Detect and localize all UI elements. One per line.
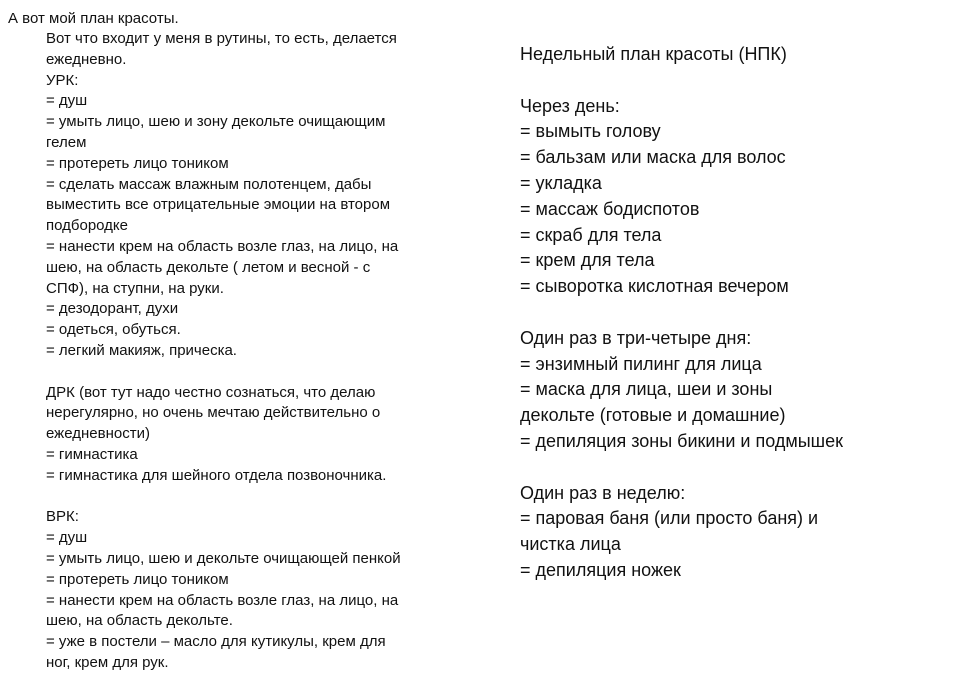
- list-item: выместить все отрицательные эмоции на втором: [46, 196, 391, 214]
- text-line: нерегулярно, но очень мечтаю действительно о: [46, 404, 381, 422]
- weekly-plan-title: Недельный план красоты (НПК): [520, 44, 787, 64]
- text-line: Вот что входит у меня в рутины, то есть, делается: [46, 30, 397, 47]
- list-item: = душ: [46, 529, 88, 547]
- every-other-day-heading: Через день:: [520, 95, 620, 116]
- list-item: = умыть лицо, шею и декольте очищающей пенкой: [46, 549, 401, 567]
- list-item: = крем для тела: [520, 250, 655, 271]
- spacer: [46, 487, 478, 508]
- spacer: [46, 362, 478, 383]
- list-item: = душ: [46, 92, 88, 110]
- list-item: = протереть лицо тоником: [46, 570, 229, 588]
- list-item: = гимнастика: [46, 445, 138, 463]
- list-item: = энзимный пилинг для лица: [520, 353, 762, 374]
- list-item: = укладка: [520, 172, 602, 193]
- day-routine-heading: ДРК (вот тут надо честно сознаться, что делаю: [46, 383, 376, 401]
- list-item: = маска для лица, шеи и зоны: [520, 379, 773, 400]
- list-item: = паровая баня (или просто баня) и: [520, 508, 819, 529]
- list-item: СПФ), на ступни, на руки.: [46, 279, 224, 297]
- list-item: = нанести крем на область возле глаз, на лицо, на: [46, 591, 399, 609]
- once-a-week-heading: Один раз в неделю:: [520, 482, 686, 503]
- list-item: = сыворотка кислотная вечером: [520, 276, 789, 297]
- list-item: = дезодорант, духи: [46, 300, 179, 318]
- list-item: = бальзам или маска для волос: [520, 147, 786, 168]
- spacer: [520, 455, 950, 481]
- list-item: чистка лица: [520, 534, 621, 555]
- list-item: = нанести крем на область возле глаз, на лицо, на: [46, 237, 399, 255]
- text-line: ежедневности): [46, 425, 150, 443]
- text-line: ежедневно.: [46, 50, 127, 68]
- list-item: шею, на область декольте.: [46, 612, 233, 630]
- intro-heading: А вот мой план красоты.: [8, 10, 179, 27]
- list-item: = одеться, обуться.: [46, 321, 181, 339]
- list-item: = депиляция зоны бикини и подмышек: [520, 430, 843, 451]
- list-item: = легкий макияж, прическа.: [46, 341, 237, 359]
- list-item: = сделать массаж влажным полотенцем, дабы: [46, 175, 372, 193]
- list-item: = умыть лицо, шею и зону декольте очищающим: [46, 113, 386, 131]
- evening-routine-heading: ВРК:: [46, 508, 79, 526]
- list-item: = массаж бодиспотов: [520, 198, 700, 219]
- list-item: = скраб для тела: [520, 224, 662, 245]
- list-item: декольте (готовые и домашние): [520, 405, 786, 426]
- list-item: = гимнастика для шейного отдела позвоночника.: [46, 466, 387, 484]
- list-item: = протереть лицо тоником: [46, 154, 229, 172]
- spacer: [520, 300, 950, 326]
- weekly-plan-column: [520, 42, 950, 584]
- list-item: ног, крем для рук.: [46, 653, 169, 671]
- list-item: шею, на область декольте ( летом и весной - с: [46, 258, 371, 276]
- morning-routine-heading: УРК:: [46, 71, 79, 89]
- list-item: = уже в постели – масло для кутикулы, крем для: [46, 633, 386, 651]
- list-item: подбородке: [46, 217, 129, 235]
- list-item: гелем: [46, 133, 87, 151]
- daily-routine-column: [46, 29, 478, 674]
- every-three-four-days-heading: Один раз в три-четыре дня:: [520, 327, 752, 348]
- list-item: = депиляция ножек: [520, 559, 681, 580]
- list-item: = вымыть голову: [520, 121, 661, 142]
- spacer: [520, 68, 950, 94]
